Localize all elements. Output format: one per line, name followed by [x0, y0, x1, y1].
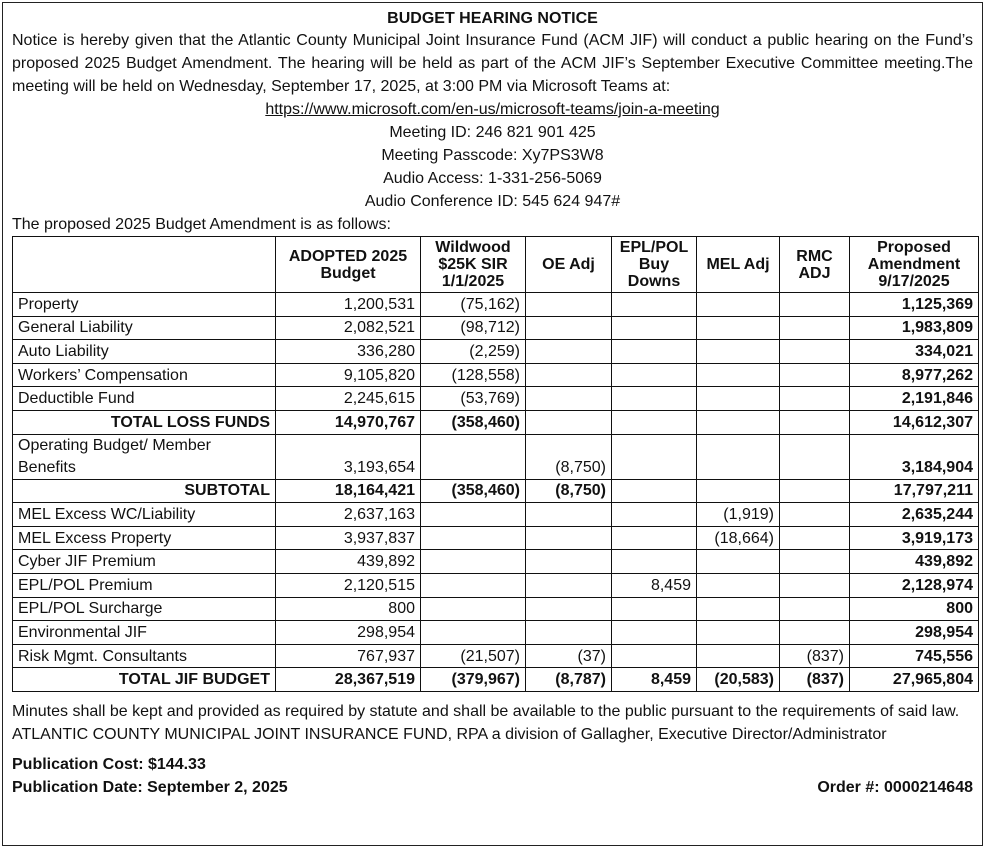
- row-label: Auto Liability: [13, 340, 276, 364]
- row-label: Risk Mgmt. Consultants: [13, 644, 276, 668]
- cell-adopted: 800: [276, 597, 421, 621]
- table-row: [13, 340, 979, 364]
- cell-wildwood: [421, 503, 526, 527]
- cell-wildwood: [421, 573, 526, 597]
- cell-wildwood: [421, 621, 526, 645]
- table-row: [13, 597, 979, 621]
- table-row: [13, 387, 979, 411]
- audio-access: Audio Access: 1-331-256-5069: [383, 170, 602, 187]
- cell-wildwood: [421, 597, 526, 621]
- column-header: OE Adj: [526, 237, 612, 293]
- cell-proposed: 1,125,369: [850, 293, 979, 317]
- row-label: MEL Excess Property: [13, 526, 276, 550]
- cell-epl: [612, 316, 697, 340]
- cell-mel: [697, 573, 780, 597]
- cell-wildwood: (358,460): [421, 410, 526, 434]
- table-header-row: [13, 237, 979, 293]
- cell-mel: (20,583): [697, 668, 780, 692]
- column-header: ADOPTED 2025 Budget: [276, 237, 421, 293]
- meeting-passcode: Meeting Passcode: Xy7PS3W8: [381, 147, 604, 164]
- cell-proposed: 2,128,974: [850, 573, 979, 597]
- row-label: SUBTOTAL: [13, 479, 276, 503]
- notice-title: BUDGET HEARING NOTICE: [387, 10, 598, 27]
- cell-mel: [697, 363, 780, 387]
- table-row: [13, 668, 979, 692]
- cell-epl: 8,459: [612, 573, 697, 597]
- cell-epl: [612, 410, 697, 434]
- row-label: General Liability: [13, 316, 276, 340]
- cell-oe: [526, 597, 612, 621]
- cell-mel: [697, 550, 780, 574]
- cell-epl: [612, 363, 697, 387]
- cell-rmc: [780, 293, 850, 317]
- cell-oe: [526, 293, 612, 317]
- table-row: [13, 316, 979, 340]
- cell-wildwood: (128,558): [421, 363, 526, 387]
- cell-mel: (1,919): [697, 503, 780, 527]
- cell-proposed: 3,184,904: [850, 434, 979, 479]
- cell-proposed: 27,965,804: [850, 668, 979, 692]
- cell-wildwood: (21,507): [421, 644, 526, 668]
- cell-oe: [526, 503, 612, 527]
- cell-wildwood: (53,769): [421, 387, 526, 411]
- cell-wildwood: (75,162): [421, 293, 526, 317]
- cell-wildwood: (2,259): [421, 340, 526, 364]
- row-label: TOTAL JIF BUDGET: [13, 668, 276, 692]
- cell-wildwood: (358,460): [421, 479, 526, 503]
- cell-epl: [612, 621, 697, 645]
- cell-adopted: 9,105,820: [276, 363, 421, 387]
- cell-rmc: [780, 597, 850, 621]
- cell-adopted: 2,120,515: [276, 573, 421, 597]
- cell-adopted: 298,954: [276, 621, 421, 645]
- cell-mel: [697, 597, 780, 621]
- cell-adopted: 28,367,519: [276, 668, 421, 692]
- cell-oe: [526, 621, 612, 645]
- budget-table: [12, 236, 979, 692]
- cell-rmc: [780, 387, 850, 411]
- cell-proposed: 1,983,809: [850, 316, 979, 340]
- table-row: [13, 644, 979, 668]
- cell-adopted: 2,082,521: [276, 316, 421, 340]
- cell-mel: (18,664): [697, 526, 780, 550]
- cell-epl: [612, 340, 697, 364]
- cell-proposed: 2,635,244: [850, 503, 979, 527]
- cell-mel: [697, 644, 780, 668]
- cell-adopted: 336,280: [276, 340, 421, 364]
- cell-adopted: 14,970,767: [276, 410, 421, 434]
- column-header: MEL Adj: [697, 237, 780, 293]
- cell-mel: [697, 410, 780, 434]
- teams-meeting-link[interactable]: https://www.microsoft.com/en-us/microsoft-teams/join-a-meeting: [265, 101, 720, 118]
- cell-oe: (37): [526, 644, 612, 668]
- table-intro: The proposed 2025 Budget Amendment is as follows:: [12, 216, 391, 233]
- cell-oe: [526, 387, 612, 411]
- cell-adopted: 3,193,654: [276, 434, 421, 479]
- cell-proposed: 745,556: [850, 644, 979, 668]
- cell-rmc: [780, 526, 850, 550]
- cell-rmc: [780, 621, 850, 645]
- cell-epl: [612, 434, 697, 479]
- cell-adopted: 1,200,531: [276, 293, 421, 317]
- column-header: Wildwood $25K SIR 1/1/2025: [421, 237, 526, 293]
- publication-cost: Publication Cost: $144.33: [12, 755, 206, 773]
- meeting-id: Meeting ID: 246 821 901 425: [389, 124, 596, 141]
- cell-adopted: 2,245,615: [276, 387, 421, 411]
- cell-epl: [612, 503, 697, 527]
- cell-mel: [697, 479, 780, 503]
- cell-rmc: [780, 503, 850, 527]
- publication-date: Publication Date: September 2, 2025: [12, 778, 288, 796]
- cell-mel: [697, 387, 780, 411]
- cell-proposed: 8,977,262: [850, 363, 979, 387]
- cell-epl: [612, 526, 697, 550]
- cell-mel: [697, 434, 780, 479]
- cell-wildwood: (379,967): [421, 668, 526, 692]
- row-label: Property: [13, 293, 276, 317]
- row-label: EPL/POL Surcharge: [13, 597, 276, 621]
- row-label: EPL/POL Premium: [13, 573, 276, 597]
- cell-proposed: 800: [850, 597, 979, 621]
- cell-oe: [526, 573, 612, 597]
- cell-oe: (8,787): [526, 668, 612, 692]
- cell-epl: 8,459: [612, 668, 697, 692]
- cell-proposed: 14,612,307: [850, 410, 979, 434]
- footer-paragraph: Minutes shall be kept and provided as required by statute and shall be available to the public pursuant to the requirements of said law. ATLANTIC COUNTY MUNICIPAL JOINT INSURANCE FUND, RPA a division of Gallagher, Executive Director/Administrator: [12, 702, 960, 743]
- cell-proposed: 298,954: [850, 621, 979, 645]
- table-row: [13, 293, 979, 317]
- cell-oe: [526, 316, 612, 340]
- cell-wildwood: [421, 434, 526, 479]
- row-label: Environmental JIF: [13, 621, 276, 645]
- cell-rmc: (837): [780, 668, 850, 692]
- cell-epl: [612, 597, 697, 621]
- row-label: TOTAL LOSS FUNDS: [13, 410, 276, 434]
- cell-oe: [526, 340, 612, 364]
- row-label: MEL Excess WC/Liability: [13, 503, 276, 527]
- cell-wildwood: [421, 526, 526, 550]
- row-label: Deductible Fund: [13, 387, 276, 411]
- table-row: [13, 410, 979, 434]
- cell-adopted: 2,637,163: [276, 503, 421, 527]
- cell-epl: [612, 550, 697, 574]
- table-row: [13, 363, 979, 387]
- table-row: [13, 550, 979, 574]
- cell-rmc: [780, 363, 850, 387]
- cell-mel: [697, 316, 780, 340]
- cell-adopted: 767,937: [276, 644, 421, 668]
- cell-rmc: [780, 410, 850, 434]
- notice-paragraph: Notice is hereby given that the Atlantic County Municipal Joint Insurance Fund (ACM JIF) will conduct a public hearing on the Fund’s proposed 2025 Budget Amendment. The hearing will be held as part of the ACM JIF’s September Executive Committee meeting.The meeting will be held on Wednesday, September 17, 2025, at 3:00 PM via Microsoft Teams at:: [12, 32, 973, 95]
- table-row: [13, 621, 979, 645]
- cell-oe: (8,750): [526, 479, 612, 503]
- order-number: Order #: 0000214648: [817, 778, 973, 796]
- cell-epl: [612, 387, 697, 411]
- cell-rmc: [780, 340, 850, 364]
- cell-rmc: [780, 434, 850, 479]
- notice-frame: [2, 2, 983, 846]
- cell-epl: [612, 644, 697, 668]
- column-header: [13, 237, 276, 293]
- cell-oe: [526, 363, 612, 387]
- audio-conference-id: Audio Conference ID: 545 624 947#: [364, 193, 621, 210]
- cell-adopted: 3,937,837: [276, 526, 421, 550]
- row-label: Operating Budget/ Member Benefits: [13, 434, 276, 479]
- cell-wildwood: [421, 550, 526, 574]
- cell-rmc: [780, 550, 850, 574]
- cell-rmc: [780, 316, 850, 340]
- table-row: [13, 503, 979, 527]
- table-row: [13, 434, 979, 479]
- cell-mel: [697, 621, 780, 645]
- cell-proposed: 17,797,211: [850, 479, 979, 503]
- cell-epl: [612, 479, 697, 503]
- cell-proposed: 334,021: [850, 340, 979, 364]
- table-row: [13, 479, 979, 503]
- cell-proposed: 439,892: [850, 550, 979, 574]
- cell-oe: [526, 550, 612, 574]
- cell-oe: [526, 410, 612, 434]
- table-row: [13, 573, 979, 597]
- cell-rmc: [780, 573, 850, 597]
- cell-mel: [697, 340, 780, 364]
- cell-adopted: 439,892: [276, 550, 421, 574]
- row-label: Workers’ Compensation: [13, 363, 276, 387]
- cell-wildwood: (98,712): [421, 316, 526, 340]
- column-header: Proposed Amendment 9/17/2025: [850, 237, 979, 293]
- cell-rmc: (837): [780, 644, 850, 668]
- column-header: EPL/POL Buy Downs: [612, 237, 697, 293]
- cell-oe: [526, 526, 612, 550]
- table-body: [13, 293, 979, 692]
- cell-adopted: 18,164,421: [276, 479, 421, 503]
- cell-rmc: [780, 479, 850, 503]
- cell-proposed: 3,919,173: [850, 526, 979, 550]
- cell-oe: (8,750): [526, 434, 612, 479]
- cell-epl: [612, 293, 697, 317]
- cell-proposed: 2,191,846: [850, 387, 979, 411]
- row-label: Cyber JIF Premium: [13, 550, 276, 574]
- column-header: RMC ADJ: [780, 237, 850, 293]
- table-row: [13, 526, 979, 550]
- cell-mel: [697, 293, 780, 317]
